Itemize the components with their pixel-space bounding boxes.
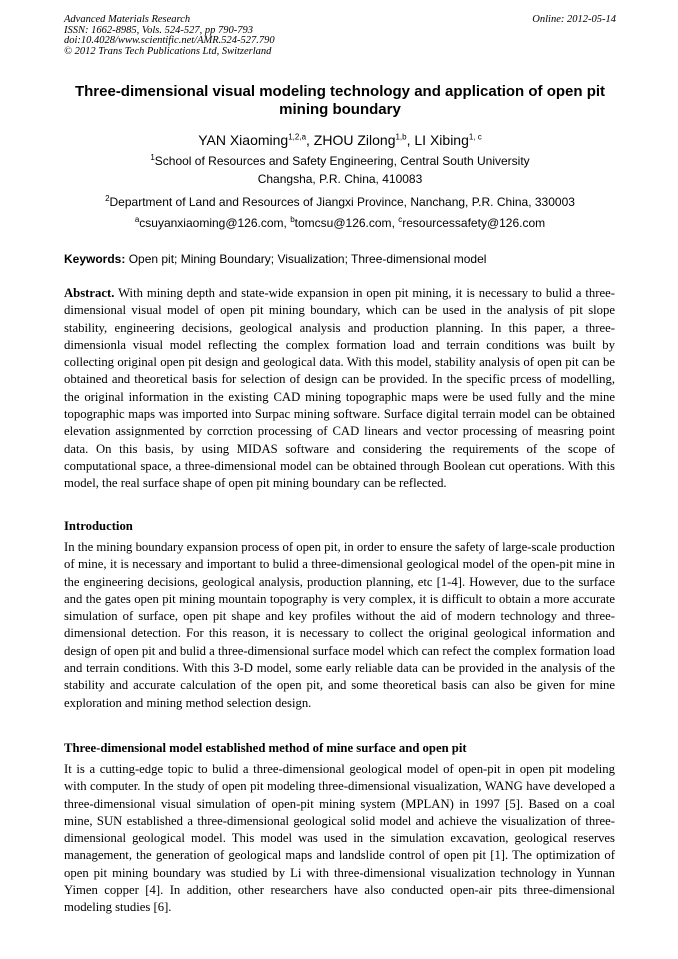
keywords	[64, 252, 616, 267]
abstract-text: With mining depth and state-wide expansion in open pit mining, it is necessary to bulid a three-dimensional visual model of open pit mining boundary, which can be used in the analysis of pit slope stability, engineering decisions, geological analysis and production planning. In this paper, a three-dimensionla visual model reflecting the complex formation load and terrain conditions was built by collecting original open pit design and geological data. With this model, stability analysis of open pit can be obtained and theoretical basis for selection of design can be provided. In the specific prcess of modelling, the original information in the existing CAD mining topographic maps were be used fully and the mine topographic maps was imported into Surpac mining software. Surface digital terrain model can be obtained elevation assignmented by corrction processing of CAD linears and vector processing of measring point data. On this basis, by using MIDAS software and considering the requirements of the scope of computational space, a three-dimensional model can be obtained through Boolean cut operations. With this model, the real surface shape of open pit mining boundary can be reflected.	[64, 286, 615, 491]
affiliation-1-line-1: School of Resources and Safety Engineering, Central South University	[154, 154, 530, 168]
doi-line[interactable]: doi:10.4028/www.scientific.net/AMR.524-527.790	[64, 35, 275, 46]
author-sup: 1,2,a	[288, 132, 307, 142]
author-name: YAN Xiaoming	[198, 132, 289, 148]
online-date: Online: 2012-05-14	[532, 14, 616, 25]
author-sup: 1,b	[395, 132, 407, 142]
introduction-paragraph: In the mining boundary expansion process of open pit, in order to ensure the safety of large-scale production of mine, it is necessary and important to bulid a three-dimensional geological model of the open-pit mine in the engineering decisions, geological analysis, production planning, etc [1-4]. However, due to the surface and the gates open pit mining mountain topography is very complex, it is difficult to obtain a more accurate simulation of surface, open pit shape and key profiles without the aid of modern technology and three-dimensional detection. For this reason, it is necessary to collect the original geological information and design of open pit and bulid a three-dimensional surface model which can refect the complex formation load and terrain conditions. With this 3-D model, some early reliable data can be provided in the analysis of the stability and accurate calculation of the open pit, and some theoretical basis can also be given for mine exploration and mining method selection design.	[64, 540, 616, 710]
model-method-paragraph: It is a cutting-edge topic to bulid a three-dimensional geological model of open-pit in open pit modeling with computer. In the study of open pit modeling three-dimensional visualization, WANG have developed a three-dimensional visual simulation of open-pit mining system (MPLAN) in 1997 [5]. Based on a coal mine, SUN established a three-dimensional geological solid model and achieve the visualization of three-dimensional geological model. This model was used in the simulation excavation, geological reserves management, the generation of geological maps and landslide control of open pit [1]. The optimization of open pit mining boundary was studied by Li with three-dimensional visualization technology in Yunnan Yimen copper [4]. In addition, other researchers have also conducted open-air pits three-dimensional modeling studies [6].	[64, 762, 615, 915]
abstract-label: Abstract.	[64, 286, 115, 300]
journal-name: Advanced Materials Research	[64, 14, 191, 25]
affiliation-1: $^1$School of Resources and Safety Engineering, Central South University Changsha, P.R. China, 410083	[40, 154, 640, 187]
email-address[interactable]: resourcessafety@126.com	[402, 216, 546, 230]
email-address[interactable]: csuyanxiaoming@126.com	[139, 216, 284, 230]
copyright-line: © 2012 Trans Tech Publications Ltd, Switzerland	[64, 45, 272, 57]
email-list: $^a$csuyanxiaoming@126.com, $^b$tomcsu@126.com, $^c$resourcessafety@126.com	[134, 215, 546, 230]
keywords-text: Open pit; Mining Boundary; Visualization; Three-dimensional model	[125, 252, 487, 266]
keywords-label: Keywords:	[64, 252, 126, 266]
section-heading-introduction: Introduction	[64, 519, 133, 533]
affiliation-1-line-2: Changsha, P.R. China, 410083	[257, 172, 423, 186]
author-list: YAN Xiaoming$^{1,2,a}$, ZHOU Zilong$^{1,b}$, LI Xibing$^{1, c}$	[198, 132, 482, 148]
running-header	[64, 15, 616, 57]
affiliation-2: $^2$Department of Land and Resources of Jiangxi Province, Nanchang, P.R. China, 330003	[105, 194, 575, 209]
author-name: LI Xibing	[414, 132, 469, 148]
paper-title: Three-dimensional visual modeling technology and application of open pit mining boundary	[74, 83, 606, 118]
issn-line: ISSN: 1662-8985, Vols. 524-527, pp 790-793	[64, 24, 253, 36]
author-name: ZHOU Zilong	[313, 132, 396, 148]
section-heading-model-method: Three-dimensional model established method of mine surface and open pit	[64, 741, 467, 755]
abstract	[64, 285, 615, 493]
author-sup: 1, c	[468, 132, 482, 142]
email-address[interactable]: tomcsu@126.com	[294, 216, 392, 230]
affiliation-2-text: Department of Land and Resources of Jiangxi Province, Nanchang, P.R. China, 330003	[109, 195, 575, 209]
